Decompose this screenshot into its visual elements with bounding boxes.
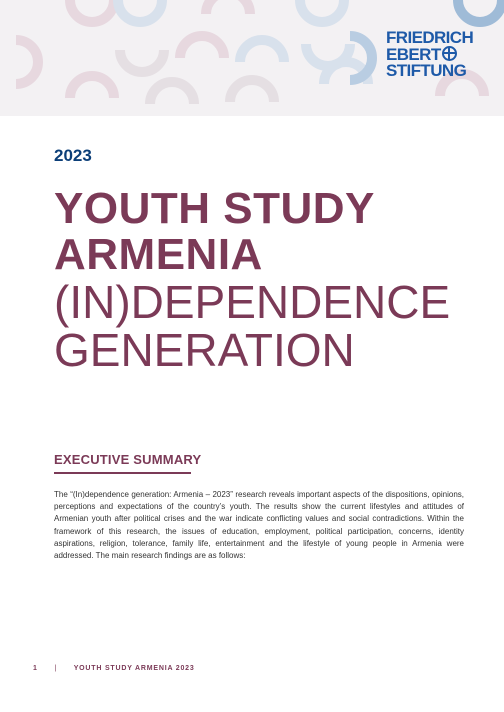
document-title xyxy=(54,186,474,374)
logo-line-1: FRIEDRICH xyxy=(386,28,474,47)
logo-line-3: STIFTUNG xyxy=(386,61,467,80)
running-title: YOUTH STUDY ARMENIA 2023 xyxy=(73,665,195,672)
executive-summary-body: The “(In)dependence generation: Armenia – 2023” research reveals important aspects of the dispositions, opinions, perceptions and expectations of the country’s youth. The results show the current lifestyles and attitudes of Armenian youth after political crises and the war indicate conflicting values and social contradictions. Within the framework of this research, the issues of education, employment, political participation, concerns, identity aspirations, religion, tolerance, family life, entertainment and the lifestyle of young people in Armenia were addressed. The main research findings are as follows: xyxy=(54,490,464,561)
title-line-1: YOUTH STUDY xyxy=(54,184,375,233)
logo-line-2: EBERT xyxy=(386,46,486,63)
fes-logo xyxy=(386,30,486,79)
footer-separator: | xyxy=(54,665,58,672)
page-number: 1 xyxy=(33,665,38,672)
heading-underline xyxy=(54,472,191,474)
title-line-2: ARMENIA xyxy=(54,230,263,279)
publication-year: 2023 xyxy=(54,146,92,165)
globe-icon xyxy=(442,46,457,61)
page-footer xyxy=(33,665,195,672)
executive-summary-heading: EXECUTIVE SUMMARY xyxy=(54,452,202,467)
subtitle-line-1: (IN)DEPENDENCE xyxy=(54,276,451,328)
subtitle-line-2: GENERATION xyxy=(54,324,355,376)
header-decorative-band xyxy=(0,0,504,116)
